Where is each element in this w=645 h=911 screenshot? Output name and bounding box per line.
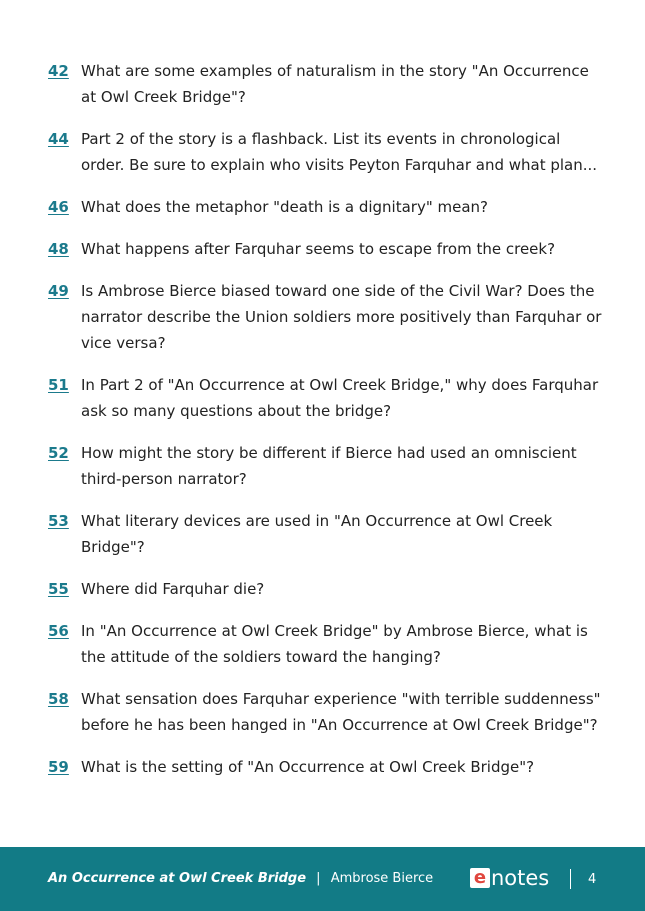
question-number-link[interactable]: 59: [48, 758, 69, 776]
logo-wordmark: notes: [491, 866, 550, 890]
list-item: [48, 508, 608, 560]
question-number-link[interactable]: 52: [48, 444, 69, 462]
question-number-link[interactable]: 49: [48, 282, 69, 300]
question-number-link[interactable]: 53: [48, 512, 69, 530]
question-text: What does the metaphor "death is a dignitary" mean?: [81, 198, 489, 216]
list-item: [48, 194, 608, 220]
list-item: [48, 576, 608, 602]
question-number-link[interactable]: 42: [48, 62, 69, 80]
author-name: Ambrose Bierce: [330, 871, 434, 886]
question-text: In "An Occurrence at Owl Creek Bridge" by Ambrose Bierce, what is the attitude of the soldiers toward the hanging?: [81, 622, 588, 666]
list-item: [48, 754, 608, 780]
footer-title: [48, 871, 433, 887]
list-item: [48, 236, 608, 262]
list-item: [48, 440, 608, 492]
question-text: How might the story be different if Bierce had used an omniscient third-person narrator?: [81, 444, 577, 488]
question-number-link[interactable]: 51: [48, 376, 69, 394]
question-number-link[interactable]: 56: [48, 622, 69, 640]
question-text: What sensation does Farquhar experience "with terrible suddenness" before he has been hanged in "An Occurrence at Owl Creek Bridge"?: [81, 690, 601, 734]
book-title: An Occurrence at Owl Creek Bridge: [48, 871, 307, 886]
question-number-link[interactable]: 55: [48, 580, 69, 598]
list-item: [48, 372, 608, 424]
question-list: [48, 58, 608, 796]
question-text: In Part 2 of "An Occurrence at Owl Creek Bridge," why does Farquhar ask so many questions about the bridge?: [81, 376, 599, 420]
footer-divider: [570, 869, 571, 889]
question-text: What is the setting of "An Occurrence at Owl Creek Bridge"?: [81, 758, 535, 776]
question-text: Is Ambrose Bierce biased toward one side of the Civil War? Does the narrator describe the Union soldiers more positively than Farquhar or vice versa?: [81, 282, 602, 352]
question-number-link[interactable]: 46: [48, 198, 69, 216]
question-text: Where did Farquhar die?: [81, 580, 265, 598]
logo-e-letter: e: [470, 868, 490, 888]
list-item: [48, 686, 608, 738]
list-item: [48, 126, 608, 178]
question-text: What are some examples of naturalism in the story "An Occurrence at Owl Creek Bridge"?: [81, 62, 589, 106]
enotes-logo[interactable]: [470, 866, 549, 890]
question-number-link[interactable]: 44: [48, 130, 69, 148]
title-separator: |: [316, 871, 321, 886]
question-text: Part 2 of the story is a flashback. List its events in chronological order. Be sure to explain who visits Peyton Farquhar and what plan...: [81, 130, 598, 174]
page-footer: [0, 847, 645, 911]
question-number-link[interactable]: 48: [48, 240, 69, 258]
question-number-link[interactable]: 58: [48, 690, 69, 708]
list-item: [48, 278, 608, 356]
question-text: What literary devices are used in "An Occurrence at Owl Creek Bridge"?: [81, 512, 553, 556]
question-text: What happens after Farquhar seems to escape from the creek?: [81, 240, 556, 258]
list-item: [48, 618, 608, 670]
list-item: [48, 58, 608, 110]
page-number: 4: [588, 872, 597, 887]
